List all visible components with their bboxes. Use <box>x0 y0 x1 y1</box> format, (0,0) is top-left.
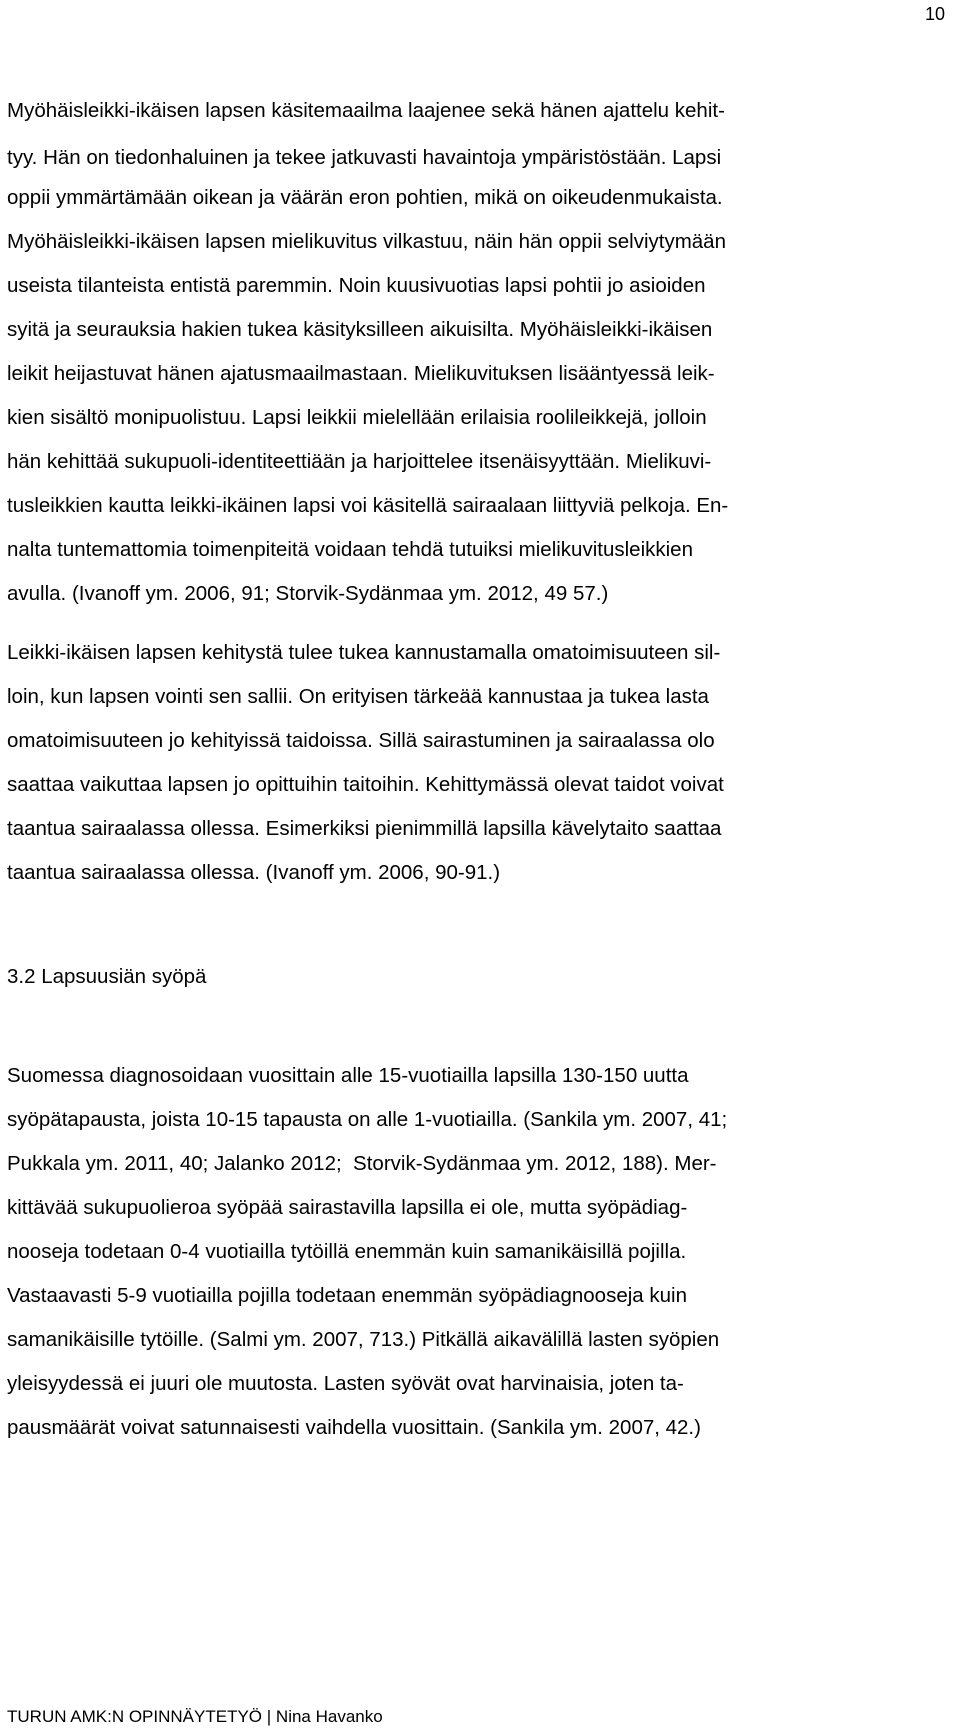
text-line: samanikäisille tytöille. (Salmi ym. 2007, 713.) Pitkällä aikavälillä lasten syöpien <box>7 1328 720 1351</box>
footer-institution: TURUN AMK:N OPINNÄYTETYÖ <box>7 1707 263 1726</box>
text-line: nalta tuntemattomia toimenpiteitä voidaan tehdä tutuiksi mielikuvitusleikkien <box>7 538 693 561</box>
footer <box>7 1707 383 1727</box>
text-line: Myöhäisleikki-ikäisen lapsen mielikuvitus vilkastuu, näin hän oppii selviytymään <box>7 230 726 253</box>
text-line: saattaa vaikuttaa lapsen jo opittuihin taitoihin. Kehittymässä olevat taidot voivat <box>7 773 724 796</box>
text-line: Myöhäisleikki-ikäisen lapsen käsitemaailma laajenee sekä hänen ajattelu kehit- <box>7 99 725 122</box>
text-line: kien sisältö monipuolistuu. Lapsi leikkii mielellään erilaisia roolileikkejä, jolloin <box>7 406 707 429</box>
section-heading: 3.2 Lapsuusiän syöpä <box>7 965 207 988</box>
text-line: Suomessa diagnosoidaan vuosittain alle 15-vuotiailla lapsilla 130-150 uutta <box>7 1064 689 1087</box>
footer-author: Nina Havanko <box>275 1707 383 1726</box>
text-line: syitä ja seurauksia hakien tukea käsityksilleen aikuisilta. Myöhäisleikki-ikäisen <box>7 318 713 341</box>
text-line: Leikki-ikäisen lapsen kehitystä tulee tukea kannustamalla omatoimisuuteen sil- <box>7 641 721 664</box>
page-number: 10 <box>924 4 945 24</box>
text-line: leikit heijastuvat hänen ajatusmaailmastaan. Mielikuvituksen lisääntyessä leik- <box>7 362 715 385</box>
text-line: omatoimisuuteen jo kehityissä taidoissa. Sillä sairastuminen ja sairaalassa olo <box>7 729 715 752</box>
text-line: nooseja todetaan 0-4 vuotiailla tytöillä enemmän kuin samanikäisillä pojilla. <box>7 1240 687 1263</box>
footer-separator: | <box>266 1707 272 1726</box>
text-line: taantua sairaalassa ollessa. Esimerkiksi pienimmillä lapsilla kävelytaito saattaa <box>7 817 722 840</box>
text-line: kittävää sukupuolieroa syöpää sairastavilla lapsilla ei ole, mutta syöpädiag- <box>7 1196 688 1219</box>
text-line: avulla. (Ivanoff ym. 2006, 91; Storvik-Sydänmaa ym. 2012, 49 57.) <box>7 582 609 605</box>
text-line: pausmäärät voivat satunnaisesti vaihdella vuosittain. (Sankila ym. 2007, 42.) <box>7 1416 701 1439</box>
text-line: Pukkala ym. 2011, 40; Jalanko 2012; Storvik-Sydänmaa ym. 2012, 188). Mer- <box>7 1152 717 1175</box>
text-line: hän kehittää sukupuoli-identiteettiään ja harjoittelee itsenäisyyttään. Mielikuvi- <box>7 450 712 473</box>
text-line: tusleikkien kautta leikki-ikäinen lapsi voi käsitellä sairaalaan liittyviä pelkoja. En- <box>7 494 729 517</box>
text-line: loin, kun lapsen vointi sen sallii. On erityisen tärkeää kannustaa ja tukea lasta <box>7 685 709 708</box>
text-line: syöpätapausta, joista 10-15 tapausta on alle 1-vuotiailla. (Sankila ym. 2007, 41; <box>7 1108 728 1131</box>
text-line: yleisyydessä ei juuri ole muutosta. Lasten syövät ovat harvinaisia, joten ta- <box>7 1372 684 1395</box>
text-line: tyy. Hän on tiedonhaluinen ja tekee jatkuvasti havaintoja ympäristöstään. Lapsi <box>7 146 722 169</box>
text-line: oppii ymmärtämään oikean ja väärän eron pohtien, mikä on oikeudenmukaista. <box>7 186 723 209</box>
text-line: useista tilanteista entistä paremmin. Noin kuusivuotias lapsi pohtii jo asioiden <box>7 274 706 297</box>
text-line: Vastaavasti 5-9 vuotiailla pojilla todetaan enemmän syöpädiagnooseja kuin <box>7 1284 687 1307</box>
text-line: taantua sairaalassa ollessa. (Ivanoff ym. 2006, 90-91.) <box>7 861 501 884</box>
